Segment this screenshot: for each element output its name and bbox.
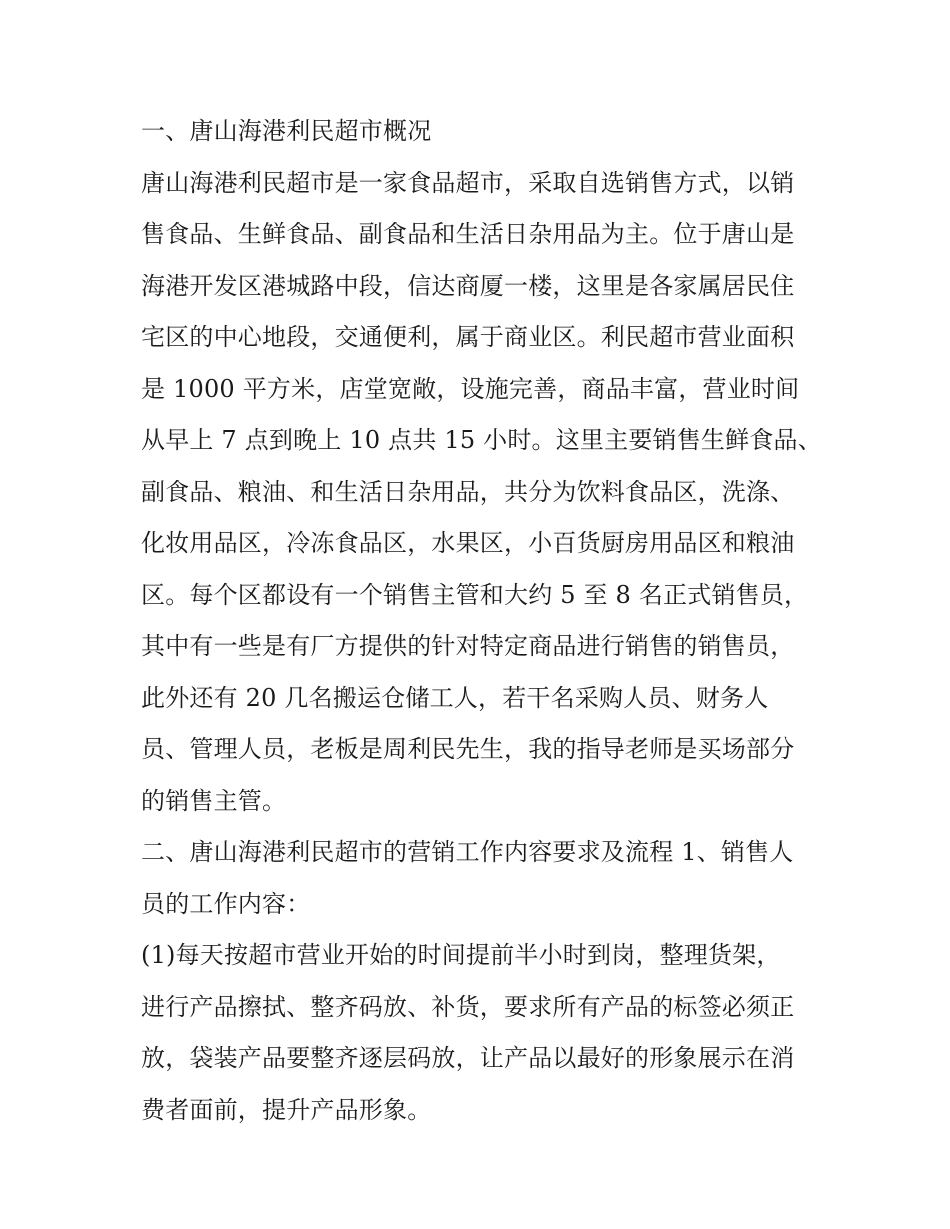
paragraph-line: 副食品、粮油、和生活日杂用品，共分为饮料食品区，洗涤、 — [141, 477, 795, 506]
paragraph-line: 进行产品擦拭、整齐码放、补货，要求所有产品的标签必须正 — [141, 992, 795, 1021]
document-body — [141, 106, 831, 1136]
paragraph-line: 售食品、生鲜食品、副食品和生活日杂用品为主。位于唐山是 — [141, 220, 795, 248]
paragraph-line: 的销售主管。 — [141, 786, 287, 815]
paragraph-line: 此外还有 20 几名搬运仓储工人，若干名采购人员、财务人 — [141, 683, 769, 712]
paragraph-line: 宅区的中心地段，交通便利，属于商业区。利民超市营业面积 — [141, 323, 795, 351]
paragraph-line: 放，袋装产品要整齐逐层码放，让产品以最好的形象展示在消 — [141, 1044, 795, 1072]
paragraph-line: 化妆用品区，冷冻食品区，水果区，小百货厨房用品区和粮油 — [141, 529, 795, 557]
paragraph-line: 区。每个区都设有一个销售主管和大约 5 至 8 名正式销售员， — [141, 580, 809, 609]
paragraph-line: 员、管理人员，老板是周利民先生，我的指导老师是买场部分 — [141, 735, 795, 763]
section-heading: 二、唐山海港利民超市的营销工作内容要求及流程 1、销售人 — [141, 838, 794, 866]
paragraph-line: 海港开发区港城路中段，信达商厦一楼，这里是各家属居民住 — [141, 271, 795, 300]
paragraph-line: 员的工作内容： — [141, 889, 311, 918]
paragraph-line: 是 1000 平方米，店堂宽敞，设施完善，商品丰富，营业时间 — [141, 374, 800, 403]
paragraph-line: 费者面前，提升产品形象。 — [141, 1095, 432, 1124]
section-heading: 一、唐山海港利民超市概况 — [141, 117, 432, 145]
paragraph-line: 从早上 7 点到晚上 10 点共 15 小时。这里主要销售生鲜食品、 — [141, 426, 822, 454]
list-item-line: (1)每天按超市营业开始的时间提前半小时到岗，整理货架， — [141, 941, 781, 969]
paragraph-line: 其中有一些是有厂方提供的针对特定商品进行销售的销售员， — [141, 632, 795, 660]
paragraph-line: 唐山海港利民超市是一家食品超市，采取自选销售方式，以销 — [141, 168, 795, 197]
